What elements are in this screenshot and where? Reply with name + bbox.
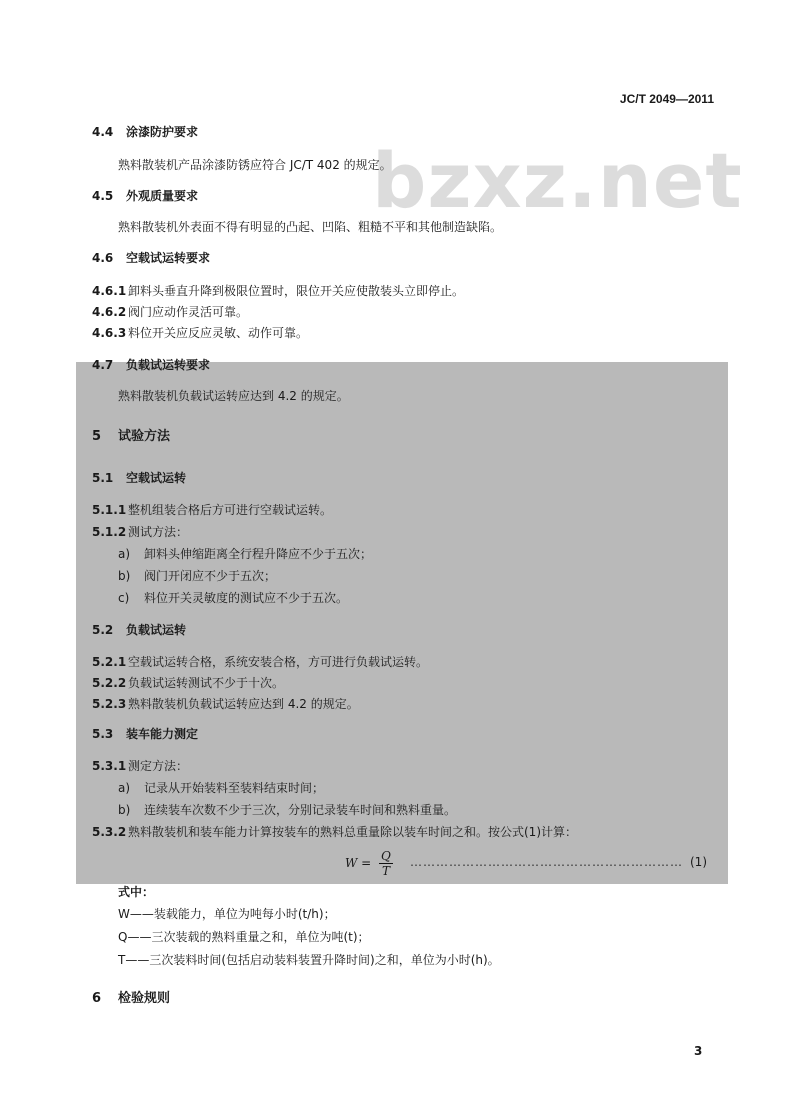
variable-definition: T——三次装料时间(包括启动装料装置升降时间)之和，单位为小时(h)。 <box>118 953 500 967</box>
formula-leader-dots: ……………………………………………………… <box>410 855 683 869</box>
clause-5-3-2: 5.3.2 熟料散装机和装车能力计算按装车的熟料总重量除以装车时间之和。按公式(1)计算： <box>92 825 578 839</box>
section-heading-4-6: 4.6 空载试运转要求 <box>92 251 211 265</box>
clause-5-1-1: 5.1.1 整机组装合格后方可进行空载试运转。 <box>92 503 333 517</box>
clause-5-3-1: 5.3.1 测定方法： <box>92 759 189 773</box>
list-item: b) 阀门开闭应不少于五次； <box>118 569 277 583</box>
list-item: c) 料位开关灵敏度的测试应不少于五次。 <box>118 591 349 605</box>
standard-code: JC/T 2049—2011 <box>619 92 714 106</box>
clause-5-2-3: 5.2.3 熟料散装机负载试运转应达到 4.2 的规定。 <box>92 697 359 711</box>
clause-4-6-2: 4.6.2 阀门应动作灵活可靠。 <box>92 305 249 319</box>
page-number: 3 <box>694 1044 703 1058</box>
list-item: a) 卸料头伸缩距离全行程升降应不少于五次； <box>118 547 373 561</box>
list-item: b) 连续装车次数不少于三次，分别记录装车时间和熟料重量。 <box>118 803 457 817</box>
formula-fraction: $\frac{Q}{T}$ <box>381 849 391 878</box>
clause-5-2-2: 5.2.2 负载试运转测试不少于十次。 <box>92 676 285 690</box>
section-heading-5-3: 5.3 装车能力测定 <box>92 727 199 741</box>
variable-definition: W——装载能力，单位为吨每小时(t/h)； <box>118 907 336 921</box>
section-heading-4-4: 4.4 涂漆防护要求 <box>92 125 199 139</box>
section-heading-5-2: 5.2 负载试运转 <box>92 623 187 637</box>
where-label: 式中： <box>118 885 155 899</box>
clause-5-1-2: 5.1.2 测试方法： <box>92 525 189 539</box>
section-body-4-7: 熟料散装机负载试运转应达到 4.2 的规定。 <box>118 389 349 403</box>
section-heading-4-5: 4.5 外观质量要求 <box>92 189 199 203</box>
section-heading-4-7: 4.7 负载试运转要求 <box>92 358 211 372</box>
equation-number: (1) <box>690 855 707 869</box>
chapter-heading-6: 6 检验规则 <box>92 991 171 1006</box>
clause-5-2-1: 5.2.1 空载试运转合格，系统安装合格，方可进行负载试运转。 <box>92 655 429 669</box>
formula-1: W = $\frac{Q}{T}$ <box>345 849 391 878</box>
clause-4-6-1: 4.6.1 卸料头垂直升降到极限位置时，限位开关应使散装头立即停止。 <box>92 284 465 298</box>
variable-definition: Q——三次装载的熟料重量之和，单位为吨(t)； <box>118 930 370 944</box>
list-item: a) 记录从开始装料至装料结束时间； <box>118 781 325 795</box>
section-body-4-5: 熟料散装机外表面不得有明显的凸起、凹陷、粗糙不平和其他制造缺陷。 <box>118 220 503 234</box>
watermark: bzxz.net <box>372 136 743 225</box>
section-heading-5-1: 5.1 空载试运转 <box>92 471 187 485</box>
section-body-4-4: 熟料散装机产品涂漆防锈应符合 JC/T 402 的规定。 <box>118 158 392 172</box>
clause-4-6-3: 4.6.3 料位开关应反应灵敏、动作可靠。 <box>92 326 309 340</box>
chapter-heading-5: 5 试验方法 <box>92 429 171 444</box>
